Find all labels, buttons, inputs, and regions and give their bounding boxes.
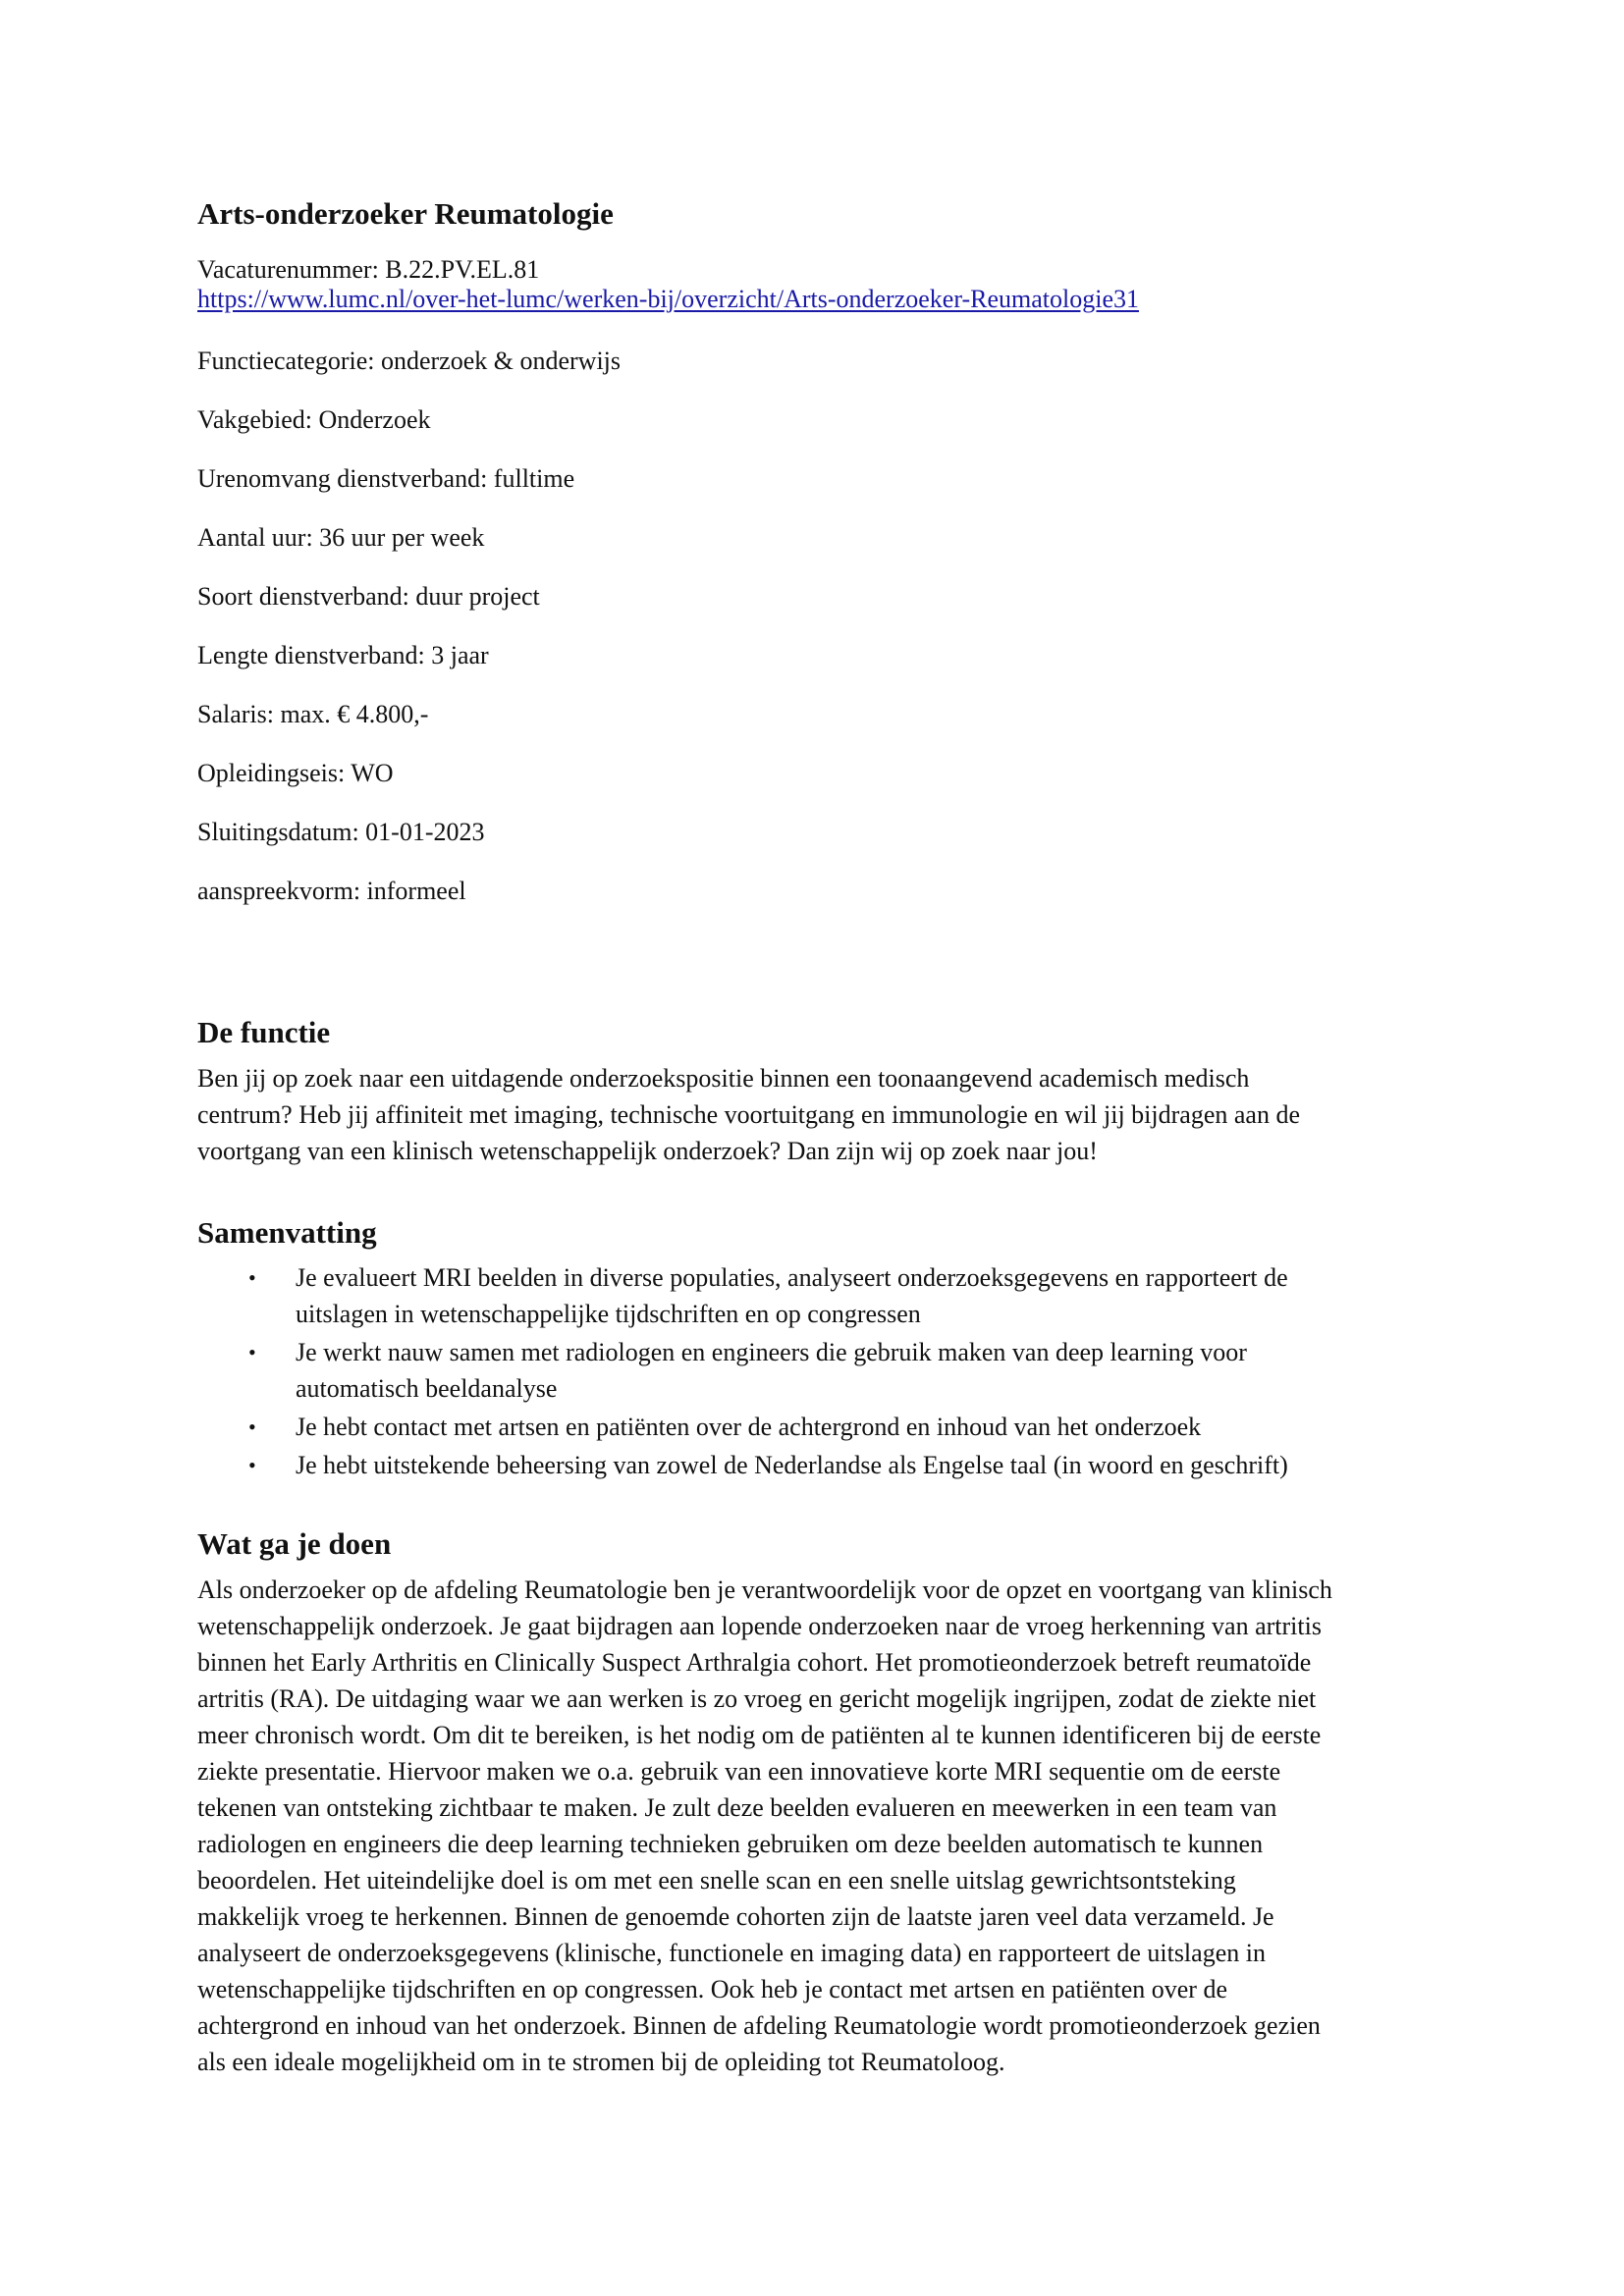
field-functiecategorie: Functiecategorie: onderzoek & onderwijs [197,347,622,375]
field-sluitingsdatum: Sluitingsdatum: 01-01-2023 [197,818,485,846]
field-aantal-uur: Aantal uur: 36 uur per week [197,523,485,552]
paragraph-line: radiologen en engineers die deep learning technieken gebruiken om deze beelden automatisch te kunnen [197,1830,1264,1858]
field-soort-dienstverband: Soort dienstverband: duur project [197,582,540,611]
document-title: Arts-onderzoeker Reumatologie [197,196,614,231]
paragraph-line: achtergrond en inhoud van het onderzoek. Binnen de afdeling Reumatologie wordt promotieonderzoek gezien [197,2011,1321,2040]
list-item [197,1259,1435,1332]
heading-samenvatting: Samenvatting [197,1215,377,1250]
paragraph-line: tekenen van ontsteking zichtbaar te maken. Je zult deze beelden evalueren en meewerken in een team van [197,1793,1277,1822]
paragraph-line: artritis (RA). De uitdaging waar we aan werken is zo vroeg en gericht mogelijk ingrijpen, zodat de ziekte niet [197,1684,1317,1713]
paragraph-line: ziekte presentatie. Hiervoor maken we o.a. gebruik van een innovatieve korte MRI sequentie om de eerste [197,1757,1281,1786]
list-item-line: automatisch beeldanalyse [296,1374,558,1403]
list-item-line: Je hebt uitstekende beheersing van zowel de Nederlandse als Engelse taal (in woord en geschrift) [296,1451,1288,1479]
paragraph-line: makkelijk vroeg te herkennen. Binnen de genoemde cohorten zijn de laatste jaren veel data verzameld. Je [197,1902,1274,1931]
field-opleidingseis: Opleidingseis: WO [197,759,394,787]
field-vakgebied: Vakgebied: Onderzoek [197,405,431,434]
field-lengte-dienstverband: Lengte dienstverband: 3 jaar [197,641,489,669]
heading-de-functie: De functie [197,1015,331,1049]
paragraph-line: Ben jij op zoek naar een uitdagende onderzoekspositie binnen een toonaangevend academisch medisch [197,1064,1250,1093]
paragraph-line: meer chronisch wordt. Om dit te bereiken, is het nodig om de patiënten al te kunnen identificeren bij de eerste [197,1721,1322,1749]
vacancy-url-link[interactable]: https://www.lumc.nl/over-het-lumc/werken-bij/overzicht/Arts-onderzoeker-Reumatologie31 [197,285,1139,313]
paragraph-wat-ga-je-doen [197,1572,1435,2080]
paragraph-line: binnen het Early Arthritis en Clinically Suspect Arthralgia cohort. Het promotieonderzoek betreft reumatoïde [197,1648,1312,1677]
paragraph-de-functie [197,1060,1435,1169]
paragraph-line: voortgang van een klinisch wetenschappelijk onderzoek? Dan zijn wij op zoek naar jou! [197,1137,1098,1165]
paragraph-line: Als onderzoeker op de afdeling Reumatologie ben je verantwoordelijk voor de opzet en voortgang van klinisch [197,1575,1332,1604]
field-urenomvang: Urenomvang dienstverband: fulltime [197,464,575,493]
samenvatting-list [197,1259,1435,1485]
list-item-line: Je werkt nauw samen met radiologen en engineers die gebruik maken van deep learning voor [296,1338,1247,1366]
list-item [197,1447,1435,1483]
heading-wat-ga-je-doen: Wat ga je doen [197,1526,392,1561]
field-aanspreekvorm: aanspreekvorm: informeel [197,877,466,905]
paragraph-line: wetenschappelijke tijdschriften en op congressen. Ook heb je contact met artsen en patiënten over de [197,1975,1228,2003]
list-item [197,1334,1435,1407]
bullet-icon: • [248,1415,256,1439]
paragraph-line: beoordelen. Het uiteindelijke doel is om met een snelle scan en een snelle uitslag gewrichtsontsteking [197,1866,1236,1895]
bullet-icon: • [248,1340,256,1364]
bullet-icon: • [248,1265,256,1290]
vacancy-number: Vacaturenummer: B.22.PV.EL.81 [197,255,540,284]
list-item [197,1409,1435,1445]
paragraph-line: als een ideale mogelijkheid om in te stromen bij de opleiding tot Reumatoloog. [197,2048,1005,2076]
list-item-line: Je evalueert MRI beelden in diverse populaties, analyseert onderzoeksgegevens en rapporteert de [296,1263,1288,1292]
paragraph-line: wetenschappelijk onderzoek. Je gaat bijdragen aan lopende onderzoeken naar de vroeg herkenning van artritis [197,1612,1322,1640]
list-item-line: Je hebt contact met artsen en patiënten over de achtergrond en inhoud van het onderzoek [296,1413,1202,1441]
paragraph-line: centrum? Heb jij affiniteit met imaging, technische voortuitgang en immunologie en wil jij bijdragen aan de [197,1100,1300,1129]
field-salaris: Salaris: max. € 4.800,- [197,700,429,728]
bullet-icon: • [248,1453,256,1477]
paragraph-line: analyseert de onderzoeksgegevens (klinische, functionele en imaging data) en rapporteert de uitslagen in [197,1939,1266,1967]
list-item-line: uitslagen in wetenschappelijke tijdschriften en op congressen [296,1300,921,1328]
